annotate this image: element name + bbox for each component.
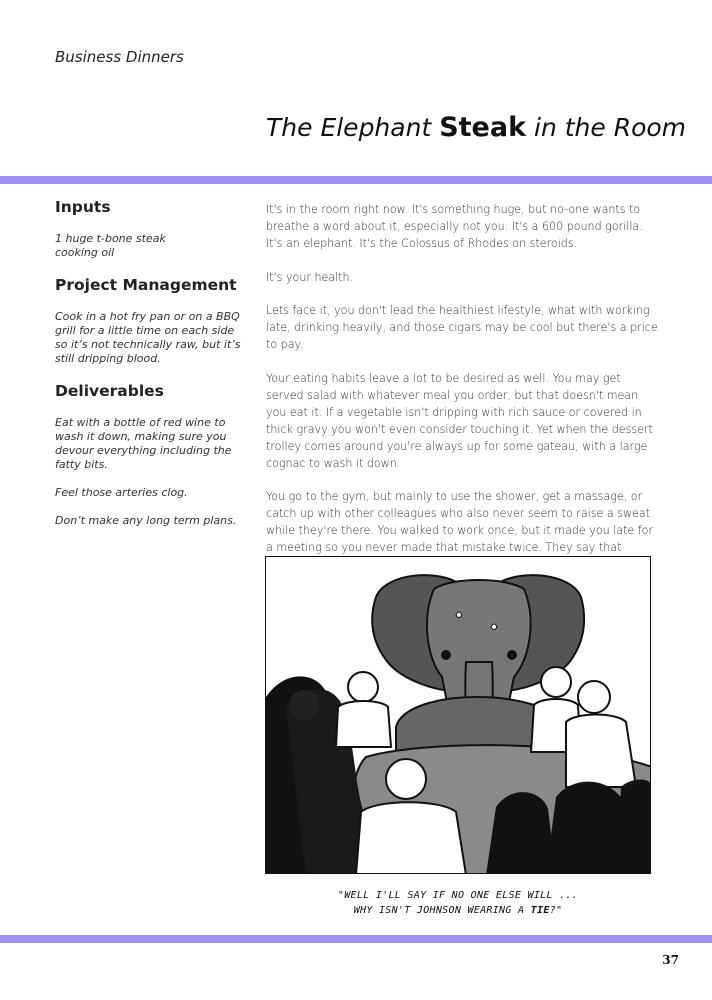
paragraph: It's in the room right now. It's something huge, but no-one wants to breathe a word about it, especially not you. It's a 600 pound gorilla. It's an elephant. It's the Colossus of Rhodes on steroids.: [266, 203, 643, 250]
page-number: 37: [662, 953, 679, 967]
caption-emphasis: TIE: [530, 905, 550, 916]
main-article: [266, 201, 658, 607]
caption-line-2-prefix: WHY ISN'T JOHNSON WEARING A: [353, 905, 531, 916]
title-bold-word: Steak: [439, 112, 527, 143]
elephant-in-boardroom-drawing: [266, 557, 651, 874]
section-label: Business Dinners: [55, 48, 184, 66]
paragraph: Your eating habits leave a lot to be desired as well. You may get served salad with whatever meal you order, but that doesn't mean you eat it. If a vegetable isn't dripping with rich sauce or covered in thick gravy you won't even consider touching it. Yet when the dessert trolley comes around you're always up for some gateau, with a large cognac to wash it down.: [266, 371, 653, 470]
top-accent-bar: [0, 176, 712, 184]
deliverables-body: Eat with a bottle of red wine to wash it down, making sure you devour everything including the fatty bits. Feel those arteries clog. Don’t make any long term plans.: [55, 416, 237, 527]
project-management-heading: Project Management: [55, 276, 237, 294]
paragraph: You go to the gym, but mainly to use the shower, get a massage, or catch up with other colleagues who also never seem to raise a sweat while they're there. You walked to work once, but it made you late for a meeting so you never made that mistake twice. They say that: [266, 490, 654, 554]
caption-line-2-suffix: ?": [549, 905, 563, 916]
project-management-body: Cook in a hot fry pan or on a BBQ grill for a little time on each side so it’s not technically raw, but it’s still dripping blood.: [55, 310, 241, 365]
cartoon-caption: [265, 888, 651, 918]
caption-line-1: "WELL I'LL SAY IF NO ONE ELSE WILL ...: [337, 890, 579, 901]
inputs-body: 1 huge t-bone steak cooking oil: [55, 232, 166, 259]
deliverables-heading: Deliverables: [55, 382, 164, 400]
inputs-heading: Inputs: [55, 198, 111, 216]
title-suffix: in the Room: [526, 113, 687, 142]
bottom-accent-bar: [0, 935, 712, 943]
title-prefix: The Elephant: [266, 113, 440, 142]
page-title: [266, 112, 686, 143]
recipe-sidebar: [55, 198, 245, 544]
paragraph: Lets face it, you don't lead the healthiest lifestyle, what with working late, drinking heavily, and those cigars may be cool but there's a price to pay.: [266, 304, 658, 351]
cartoon-illustration: [265, 556, 651, 874]
paragraph: It's your health.: [266, 270, 354, 284]
caption-line-2: [265, 903, 651, 918]
